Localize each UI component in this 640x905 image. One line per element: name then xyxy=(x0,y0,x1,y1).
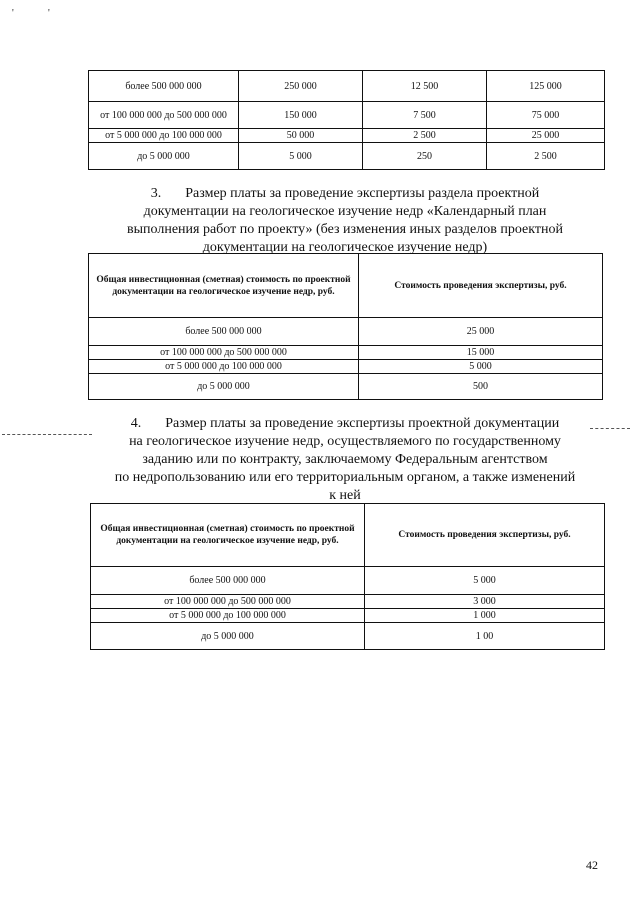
table-cell: от 5 000 000 до 100 000 000 xyxy=(89,360,359,374)
table-row xyxy=(91,567,605,595)
scan-artifact-line xyxy=(590,428,630,429)
table-cell: 125 000 xyxy=(487,71,605,102)
column-header: Стоимость проведения экспертизы, руб. xyxy=(359,254,603,318)
heading-line: 3. Размер платы за проведение экспертизы раздела проектной xyxy=(150,186,540,201)
page-number: 42 xyxy=(586,858,598,872)
table-cell: 1 00 xyxy=(365,623,605,650)
table-cell: 15 000 xyxy=(359,346,603,360)
table-cell: 3 000 xyxy=(365,595,605,609)
table-cell: до 5 000 000 xyxy=(89,143,239,170)
table-cell: 500 xyxy=(359,374,603,400)
table-cell: 1 000 xyxy=(365,609,605,623)
table-cell: 25 000 xyxy=(487,129,605,143)
table-cell: более 500 000 000 xyxy=(89,71,239,102)
table-row xyxy=(89,374,603,400)
fee-table-3 xyxy=(90,503,605,650)
column-header: Общая инвестиционная (сметная) стоимость по проектной документации на геологическое изучение недр, руб. xyxy=(91,504,365,567)
table-cell: от 5 000 000 до 100 000 000 xyxy=(89,129,239,143)
section-number: 4. xyxy=(130,416,142,431)
section-3-heading xyxy=(95,185,595,257)
table-cell: от 100 000 000 до 500 000 000 xyxy=(91,595,365,609)
table-cell: более 500 000 000 xyxy=(89,318,359,346)
heading-line: заданию или по контракту, заключаемому Федеральным агентством xyxy=(142,452,548,467)
table-cell: 5 000 xyxy=(365,567,605,595)
heading-line: по недропользованию или его территориальным органом, а также изменений xyxy=(114,470,576,485)
heading-line: 4. Размер платы за проведение экспертизы проектной документации xyxy=(130,416,560,431)
column-header: Стоимость проведения экспертизы, руб. xyxy=(365,504,605,567)
table-row xyxy=(91,609,605,623)
section-4-heading xyxy=(95,415,595,505)
table-row xyxy=(89,143,605,170)
scan-artifact-line xyxy=(2,434,92,435)
table-row xyxy=(89,71,605,102)
heading-line: выполнения работ по проекту» (без изменения иных разделов проектной xyxy=(127,222,563,237)
heading-line: документации на геологическое изучение недр «Календарный план xyxy=(143,204,547,219)
table-cell: 75 000 xyxy=(487,102,605,129)
table-cell: более 500 000 000 xyxy=(91,567,365,595)
table-header-row xyxy=(91,504,605,567)
table-cell: от 100 000 000 до 500 000 000 xyxy=(89,102,239,129)
fee-table-1 xyxy=(88,70,605,170)
table-cell: 250 000 xyxy=(239,71,363,102)
table-row xyxy=(89,360,603,374)
table-row xyxy=(89,318,603,346)
fee-table-2 xyxy=(88,253,603,400)
table-cell: от 5 000 000 до 100 000 000 xyxy=(91,609,365,623)
scan-mark: ' xyxy=(48,8,50,19)
table-row xyxy=(91,623,605,650)
table-row xyxy=(89,102,605,129)
table-header-row xyxy=(89,254,603,318)
table-cell: 5 000 xyxy=(239,143,363,170)
heading-line: на геологическое изучение недр, осуществляемого по государственному xyxy=(129,434,561,449)
table-cell: 150 000 xyxy=(239,102,363,129)
column-header: Общая инвестиционная (сметная) стоимость по проектной документации на геологическое изучение недр, руб. xyxy=(89,254,359,318)
table-row xyxy=(89,346,603,360)
table-cell: 50 000 xyxy=(239,129,363,143)
table-cell: 2 500 xyxy=(363,129,487,143)
table-cell: 7 500 xyxy=(363,102,487,129)
heading-line: к ней xyxy=(329,488,361,503)
section-number: 3. xyxy=(150,186,162,201)
table-cell: 12 500 xyxy=(363,71,487,102)
table-cell: 25 000 xyxy=(359,318,603,346)
table-cell: до 5 000 000 xyxy=(91,623,365,650)
table-row xyxy=(91,595,605,609)
table-cell: 250 xyxy=(363,143,487,170)
table-cell: до 5 000 000 xyxy=(89,374,359,400)
table-cell: 2 500 xyxy=(487,143,605,170)
table-row xyxy=(89,129,605,143)
table-cell: 5 000 xyxy=(359,360,603,374)
table-cell: от 100 000 000 до 500 000 000 xyxy=(89,346,359,360)
scan-mark: ' xyxy=(12,8,14,19)
heading-line: документации на геологическое изучение недр) xyxy=(202,240,488,255)
